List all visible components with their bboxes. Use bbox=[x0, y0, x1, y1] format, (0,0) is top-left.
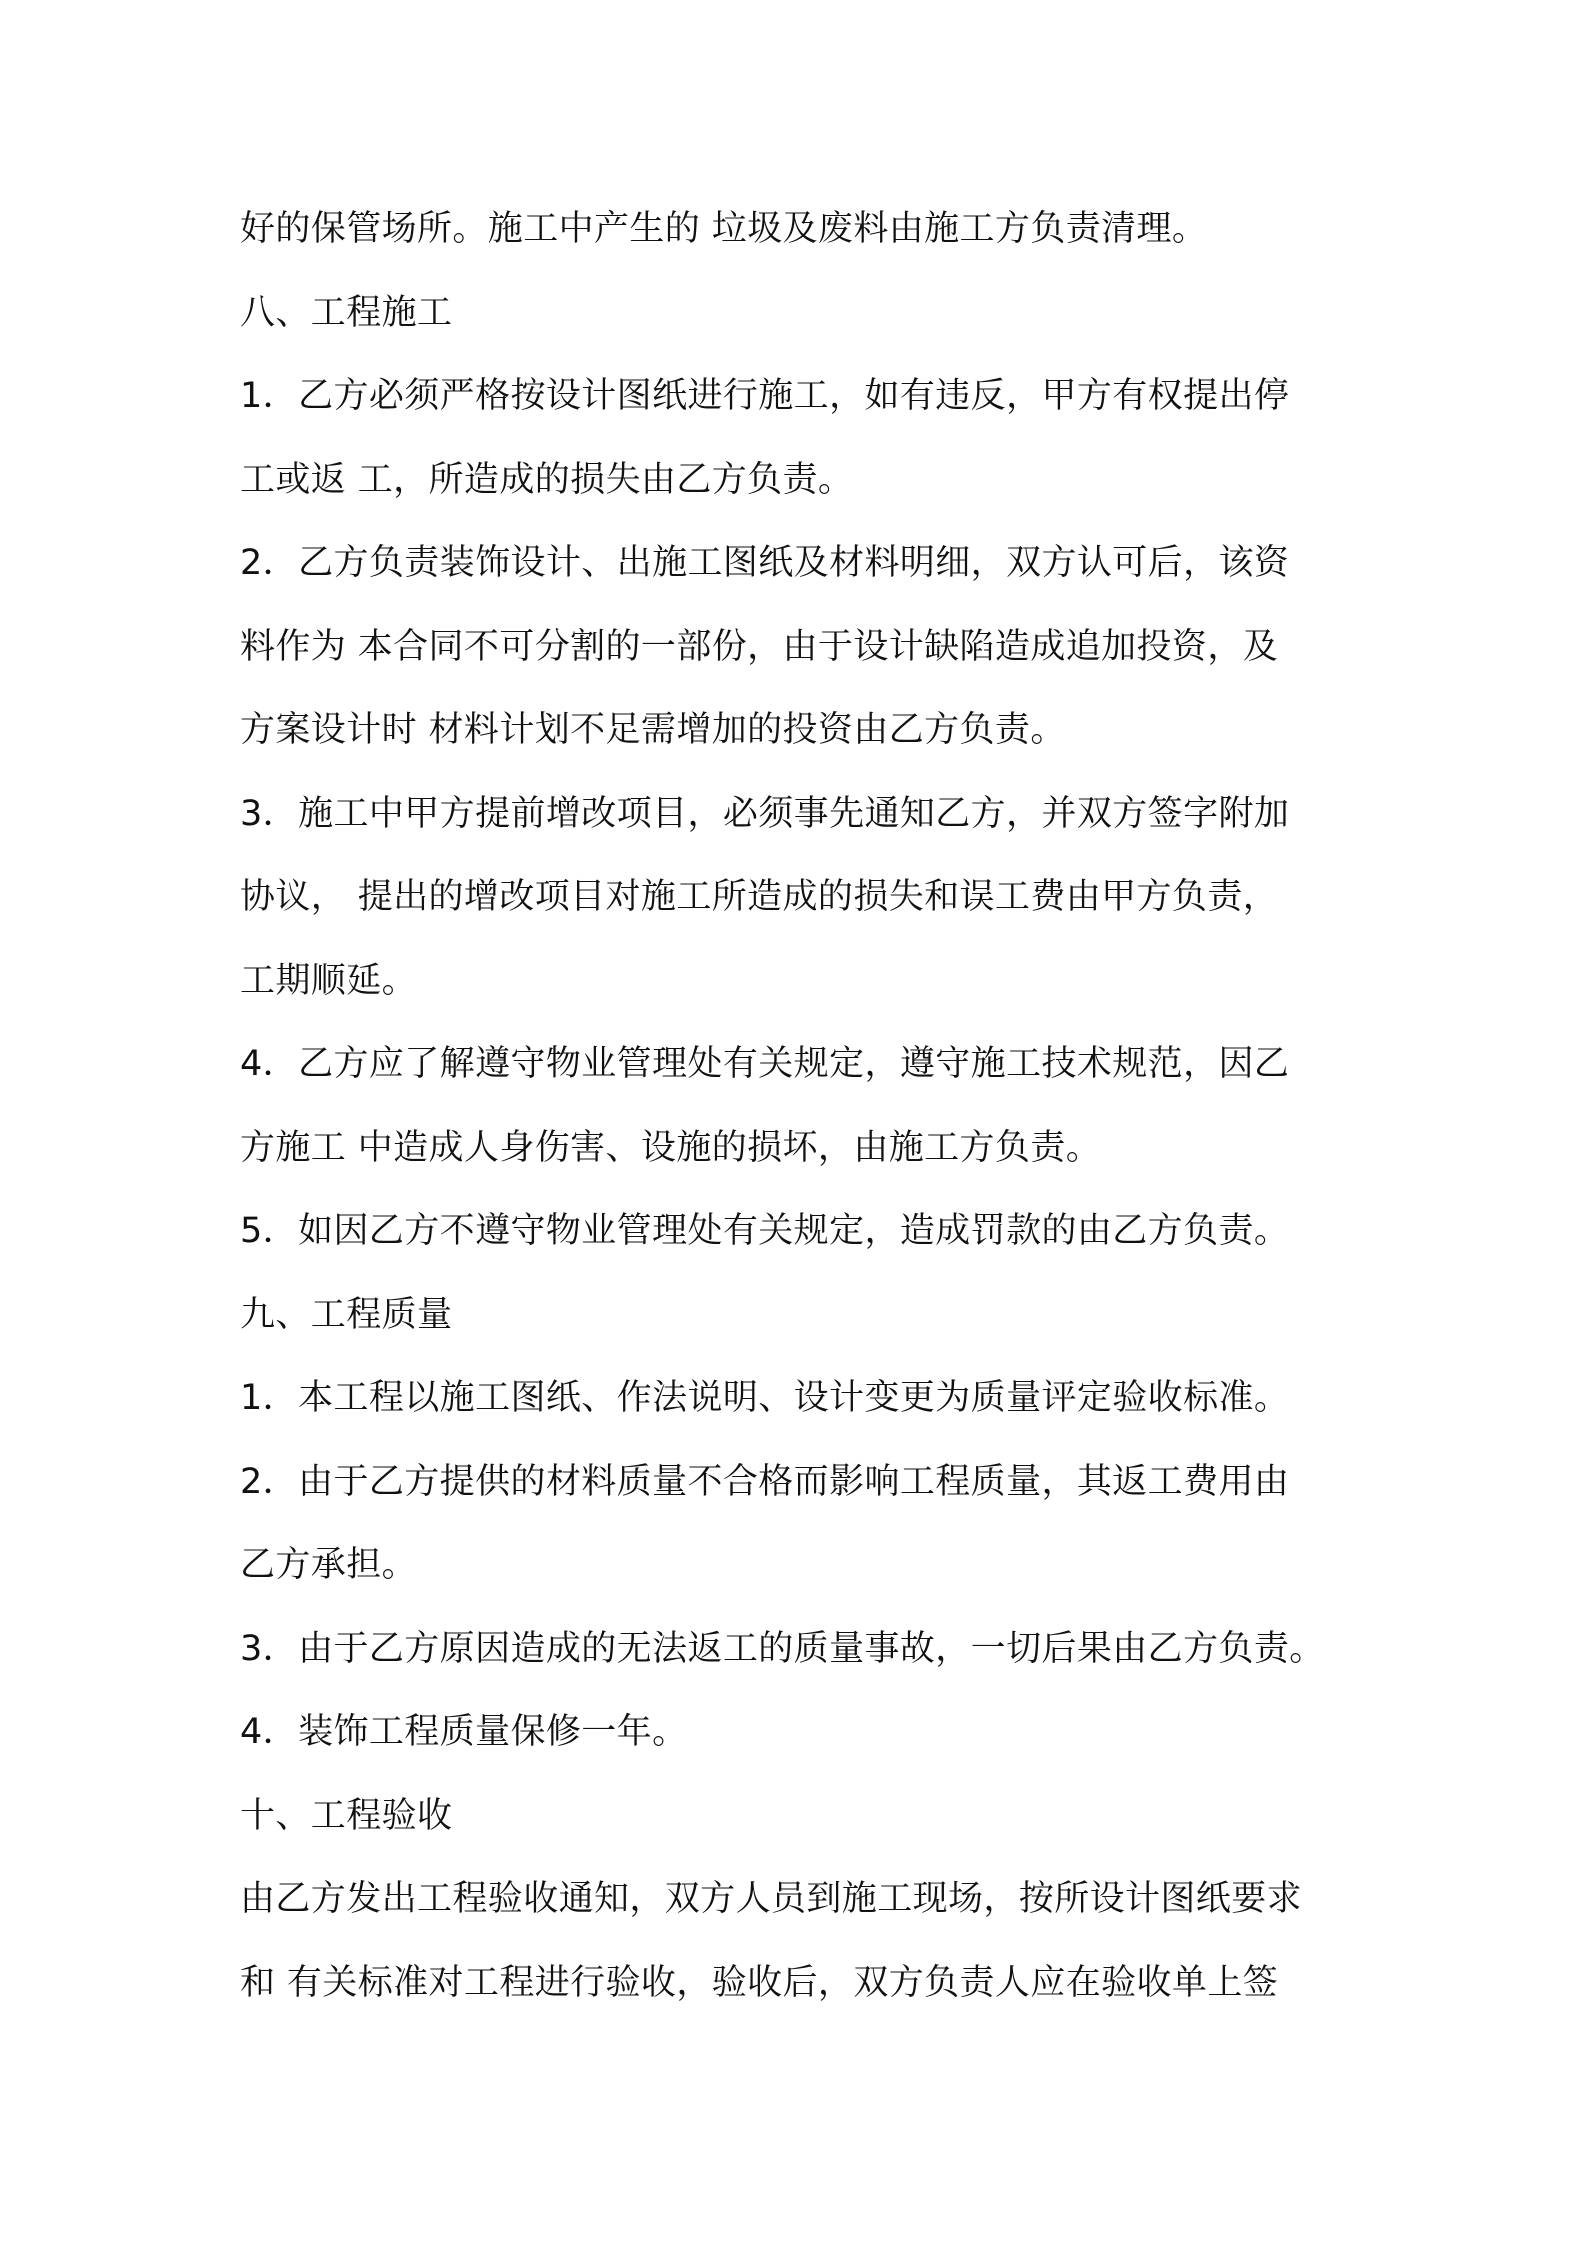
text-line: 和 有关标准对工程进行验收，验收后，双方负责人应在验收单上签 bbox=[240, 1963, 1279, 2003]
section-heading: 九、工程质量 bbox=[240, 1295, 453, 1335]
text-line: 料作为 本合同不可分割的一部份，由于设计缺陷造成追加投资，及 bbox=[240, 627, 1279, 667]
text-line: 协议， 提出的增改项目对施工所造成的损失和误工费由甲方负责， bbox=[240, 877, 1279, 917]
section-heading: 十、工程验收 bbox=[240, 1796, 453, 1836]
text-line: 工期顺延。 bbox=[240, 961, 418, 1001]
text-line: 2．由于乙方提供的材料质量不合格而影响工程质量，其返工费用由 bbox=[240, 1462, 1290, 1502]
text-line: 由乙方发出工程验收通知，双方人员到施工现场，按所设计图纸要求 bbox=[240, 1879, 1303, 1919]
section-heading: 八、工程施工 bbox=[240, 293, 453, 333]
text-line: 方施工 中造成人身伤害、设施的损坏，由施工方负责。 bbox=[240, 1128, 1102, 1168]
text-line: 3．施工中甲方提前增改项目，必须事先通知乙方，并双方签字附加 bbox=[240, 794, 1290, 834]
text-line: 5．如因乙方不遵守物业管理处有关规定，造成罚款的由乙方负责。 bbox=[240, 1211, 1290, 1251]
text-line: 1．乙方必须严格按设计图纸进行施工，如有违反，甲方有权提出停 bbox=[240, 376, 1290, 416]
text-line: 工或返 工，所造成的损失由乙方负责。 bbox=[240, 460, 854, 500]
text-line: 好的保管场所。施工中产生的 垃圾及废料由施工方负责清理。 bbox=[240, 209, 1208, 249]
text-line: 3．由于乙方原因造成的无法返工的质量事故，一切后果由乙方负责。 bbox=[240, 1629, 1325, 1669]
text-line: 2．乙方负责装饰设计、出施工图纸及材料明细，双方认可后，该资 bbox=[240, 543, 1290, 583]
text-line: 1．本工程以施工图纸、作法说明、设计变更为质量评定验收标准。 bbox=[240, 1378, 1290, 1418]
text-line: 乙方承担。 bbox=[240, 1545, 418, 1585]
text-line: 4．乙方应了解遵守物业管理处有关规定，遵守施工技术规范，因乙 bbox=[240, 1044, 1290, 1084]
text-line: 4．装饰工程质量保修一年。 bbox=[240, 1712, 688, 1752]
text-line: 方案设计时 材料计划不足需增加的投资由乙方负责。 bbox=[240, 710, 1066, 750]
